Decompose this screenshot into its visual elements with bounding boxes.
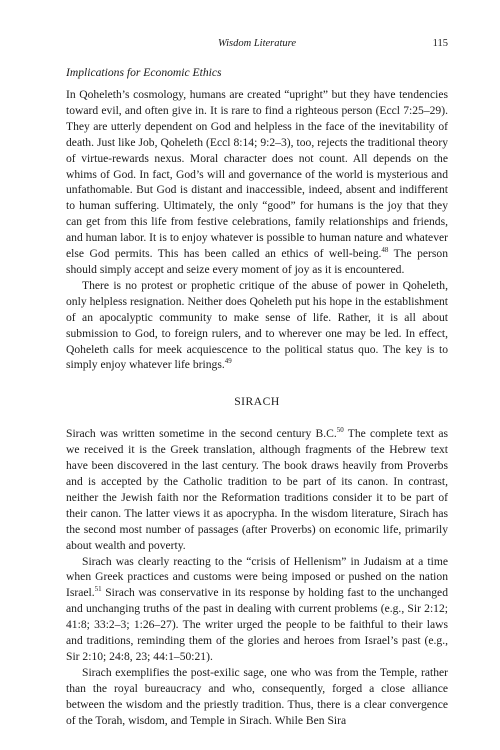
qoheleth-paragraph-2 — [66, 278, 448, 373]
sirach-paragraph-1-text: Sirach was written sometime in the second century B.C. — [66, 427, 337, 441]
footnote-ref-51[interactable]: 51 — [94, 585, 102, 594]
qoheleth-paragraph-1-text: In Qoheleth’s cosmology, humans are created “upright” but they have tendencies toward evil, and often give in. It is rare to find a righteous person (Eccl 7:25–29). They are utterly dependent on God and helpless in the face of the inevitability of death. Just like Job, Qoheleth (Eccl 8:14; 9:2–3), too, rejects the traditional theory of virtue-rewards nexus. Moral character does not count. All depends on the whims of God. In fact, God’s will and governance of the world is mysterious and unfathomable. But God is distant and inaccessible, indeed, absent and indifferent to human suffering. Ultimately, the only “good” for humans is the joy that they can get from this life from festive celebrations, family relationships and friends, and human labor. It is to enjoy whatever is possible to human nature and whatever else God permits. This has been called an ethics of well-being. — [66, 88, 448, 261]
sirach-paragraph-3: Sirach exemplifies the post-exilic sage, one who was from the Temple, rather than the royal bureaucracy and who, consequently, forged a close alliance between the wisdom and the priestly tradition. Thus, there is a clear convergence of the Torah, wisdom, and Temple in Sirach. While Ben Sira — [66, 665, 448, 727]
sirach-paragraph-2 — [66, 554, 448, 665]
section-heading: SIRACH — [234, 395, 280, 409]
sirach-paragraph-1-tail: The complete text as we received it is the Greek translation, although fragments of the Hebrew text have been discovered in the last century. The book draws heavily from Proverbs and is accepted by the Catholic tradition to be part of its canon. In contrast, neither the Jewish faith nor the Reformation traditions consider it to be part of their canon. The latter views it as apocrypha. In the wisdom literature, Sirach has the second most number of passages (after Proverbs) on economic life, primarily about wealth and poverty. — [66, 427, 448, 552]
qoheleth-paragraph-1 — [66, 87, 448, 278]
running-head — [66, 38, 448, 56]
sirach-paragraph-2-tail: Sirach was conservative in its response by holding fast to the unchanged and unchanging truths of the past in dealing with current problems (e.g., Sir 2:12; 41:8; 33:2–3; 1:26–27). The writer urged the people to be faithful to their laws and traditions, reminding them of the glories and heroes from Israel’s past (e.g., Sir 2:10; 24:8, 23; 44:1–50:21). — [66, 586, 448, 663]
sirach-paragraph-1 — [66, 426, 448, 553]
qoheleth-paragraph-1-tail: The person should simply accept and seize every moment of joy as it is encountered. — [66, 247, 448, 276]
footnote-ref-49[interactable]: 49 — [224, 357, 232, 366]
running-title: Wisdom Literature — [217, 38, 297, 49]
qoheleth-paragraph-2-text: There is no protest or prophetic critique of the abuse of power in Qoheleth, only helpless resignation. Neither does Qoheleth put his hope in the establishment of an apocalyptic community to make sense of life. Rather, it is all about submission to God, to foreign rulers, and to wherever one may be led. In effect, Qoheleth calls for meek acquiescence to the political status quo. The key is to simply enjoy whatever life brings. — [66, 278, 448, 372]
book-page — [66, 38, 448, 729]
footnote-ref-48[interactable]: 48 — [381, 246, 389, 255]
sirach-paragraph-2-text: Sirach was clearly reacting to the “crisis of Hellenism” in Judaism at a time when Greek practices and customs were being imposed or pushed on the nation Israel. — [66, 554, 448, 600]
page-number: 115 — [432, 38, 448, 49]
footnote-ref-50[interactable]: 50 — [336, 426, 344, 435]
subsection-heading: Implications for Economic Ethics — [66, 66, 222, 79]
